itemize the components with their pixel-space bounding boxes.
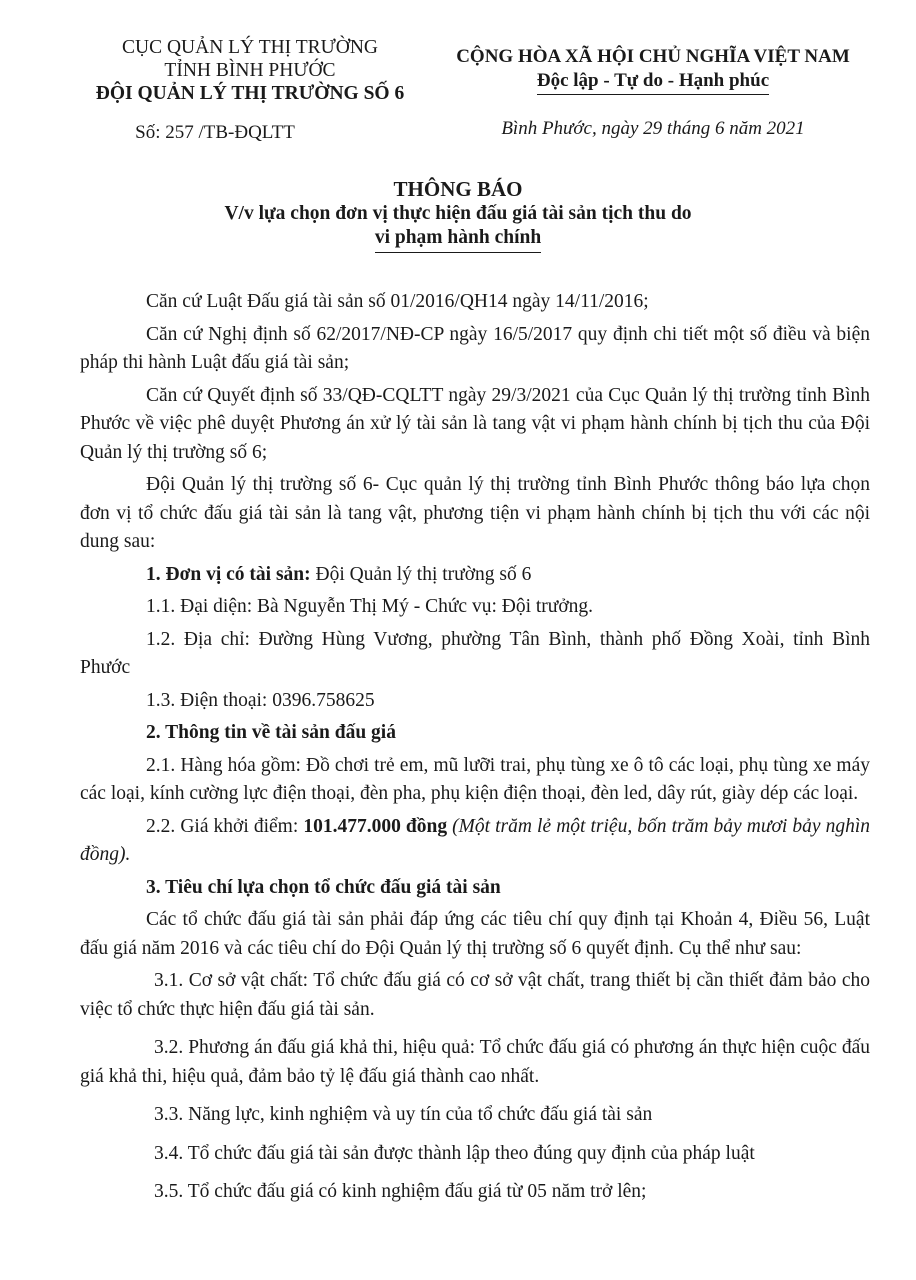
- section-3-intro: Các tổ chức đấu giá tài sản phải đáp ứng các tiêu chí quy định tại Khoản 4, Điều 56, Luật đấu giá năm 2016 và các tiêu chí do Đội Quản lý thị trường số 6 quyết định. Cụ thể như sau:: [80, 909, 870, 959]
- agency-line-3: ĐỘI QUẢN LÝ THỊ TRƯỜNG SỐ 6: [95, 83, 405, 104]
- issuing-agency: [60, 36, 440, 144]
- national-motto: Độc lập - Tự do - Hạnh phúc: [537, 69, 769, 95]
- starting-price-words: (Một trăm lẻ một triệu, bốn trăm bảy mươi bảy nghìn đồng).: [80, 815, 870, 865]
- section-1-2: 1.2. Địa chỉ: Đường Hùng Vương, phường Tân Bình, thành phố Đồng Xoài, tỉnh Bình Phước: [80, 628, 870, 678]
- criterion-3-4: 3.4. Tổ chức đấu giá tài sản được thành lập theo đúng quy định của pháp luật: [154, 1142, 755, 1164]
- title-subject-line-2: vi phạm hành chính: [375, 226, 541, 253]
- place-date: Bình Phước, ngày 29 tháng 6 năm 2021: [501, 118, 805, 139]
- section-3-heading: 3. Tiêu chí lựa chọn tổ chức đấu giá tài sản: [146, 876, 501, 898]
- criterion-3-3: 3.3. Năng lực, kinh nghiệm và uy tín của tổ chức đấu giá tài sản: [154, 1104, 653, 1125]
- section-1-value: Đội Quản lý thị trường số 6: [310, 563, 532, 585]
- national-header: [430, 45, 876, 141]
- title-main: THÔNG BÁO: [393, 177, 523, 201]
- section-2-heading: 2. Thông tin về tài sản đấu giá: [146, 722, 396, 743]
- section-1-3: 1.3. Điện thoại: 0396.758625: [146, 689, 375, 711]
- legal-basis-3: Căn cứ Quyết định số 33/QĐ-CQLTT ngày 29/3/2021 của Cục Quản lý thị trường tỉnh Bình Phước về việc phê duyệt Phương án xử lý tài sản là tang vật vi phạm hành chính bị tịch thu của Đội Quản lý thị trường số 6;: [80, 384, 870, 463]
- intro-paragraph: Đội Quản lý thị trường số 6- Cục quản lý thị trường tỉnh Bình Phước thông báo lựa chọn đơn vị tổ chức đấu giá tài sản là tang vật, phương tiện vi phạm hành chính bị tịch thu với các nội dung sau:: [80, 474, 870, 552]
- criterion-3-5: 3.5. Tổ chức đấu giá có kinh nghiệm đấu giá từ 05 năm trở lên;: [154, 1181, 647, 1202]
- agency-line-1: CỤC QUẢN LÝ THỊ TRƯỜNG: [122, 37, 378, 58]
- criterion-3-2: 3.2. Phương án đấu giá khả thi, hiệu quả: Tổ chức đấu giá có phương án thực hiện cuộc đấu giá khả thi, hiệu quả, đảm bảo tỷ lệ đấu giá thành cao nhất.: [80, 1037, 870, 1087]
- section-2-1: 2.1. Hàng hóa gồm: Đồ chơi trẻ em, mũ lưỡi trai, phụ tùng xe ô tô các loại, phụ tùng xe máy các loại, kính cường lực điện thoại, đèn pha, phụ kiện điện thoại, đèn led, dây rút, giày dép các loại.: [80, 754, 870, 804]
- section-2-2: [80, 813, 870, 870]
- document-body: [80, 288, 870, 1217]
- nation-name: CỘNG HÒA XÃ HỘI CHỦ NGHĨA VIỆT NAM: [456, 46, 850, 67]
- starting-price-prefix: 2.2. Giá khởi điểm:: [146, 815, 304, 837]
- legal-basis-1: Căn cứ Luật Đấu giá tài sản số 01/2016/QH14 ngày 14/11/2016;: [146, 291, 649, 312]
- agency-line-2: TỈNH BÌNH PHƯỚC: [164, 60, 336, 81]
- starting-price-amount: 101.477.000 đồng: [303, 815, 448, 837]
- section-1-label: 1. Đơn vị có tài sản:: [146, 563, 311, 585]
- document-number: Số: 257 /TB-ĐQLTT: [135, 122, 295, 143]
- section-1-1: 1.1. Đại diện: Bà Nguyễn Thị Mý - Chức vụ: Đội trưởng.: [146, 596, 594, 617]
- section-1-heading: [80, 561, 870, 590]
- title-subject-line-1: V/v lựa chọn đơn vị thực hiện đấu giá tài sản tịch thu do: [224, 203, 692, 224]
- legal-basis-2: Căn cứ Nghị định số 62/2017/NĐ-CP ngày 16/5/2017 quy định chi tiết một số điều và biện pháp thi hành Luật đấu giá tài sản;: [80, 323, 870, 373]
- criterion-3-1: 3.1. Cơ sở vật chất: Tổ chức đấu giá có cơ sở vật chất, trang thiết bị cần thiết đảm bảo cho việc tổ chức thực hiện đấu giá tài sản.: [80, 970, 870, 1020]
- document-title: [0, 176, 916, 253]
